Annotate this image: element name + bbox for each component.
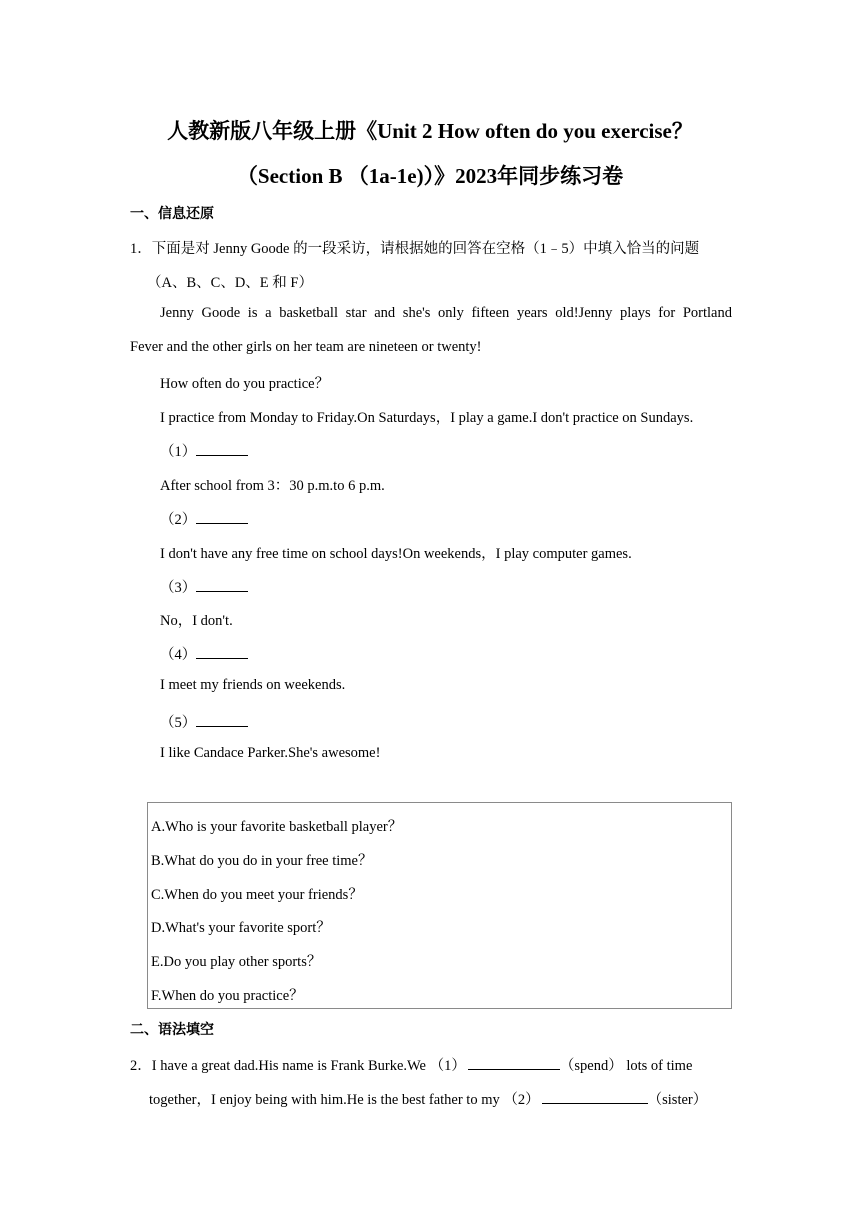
q1-blank-1[interactable] [160,440,248,461]
q2-line-1-hint: （spend） lots of time [559,1058,693,1074]
option-f: F.When do you practice？ [151,988,304,1004]
answer-blank-line[interactable] [468,1055,560,1070]
q2-line-2-text: together，I enjoy being with him.He is the best father to my （2） [149,1092,540,1108]
blank-number: （5） [160,715,197,731]
answer-blank-line[interactable] [196,441,248,456]
option-a: A.Who is your favorite basketball player？ [151,819,403,835]
section-heading-1: 一、信息还原 [130,207,214,222]
page-title-line-1: 人教新版八年级上册《Unit 2 How often do you exercise？ [167,119,693,143]
q1-blank-5[interactable] [160,711,248,732]
option-c: C.When do you meet your friends？ [151,887,363,903]
answer-blank-line[interactable] [196,712,248,727]
answer-blank-line[interactable] [542,1089,648,1104]
options-box [147,802,732,1009]
q1-answer-5: I like Candace Parker.She's awesome! [160,745,381,761]
q1-answer-3: No，I don't. [160,613,233,629]
page-title-line-2: （Section B （1a-1e)）》2023年同步练习卷 [236,164,624,188]
q1-stem-line-1: 1．下面是对 Jenny Goode 的一段采访，请根据她的回答在空格（1﹣5）中填入恰当的问题 [130,241,700,257]
q1-answer-0: I practice from Monday to Friday.On Saturdays，I play a game.I don't practice on Sundays. [160,410,694,426]
q2-line-1-text: 2．I have a great dad.His name is Frank Burke.We （1） [130,1058,466,1074]
q2-line-2-hint: （sister） [647,1092,708,1108]
answer-blank-line[interactable] [196,644,248,659]
q1-answer-4: I meet my friends on weekends. [160,677,346,693]
option-e: E.Do you play other sports？ [151,954,322,970]
blank-number: （1） [160,444,197,460]
answer-blank-line[interactable] [196,509,248,524]
blank-number: （4） [160,647,197,663]
option-b: B.What do you do in your free time？ [151,853,373,869]
q1-stem-line-2: （A、B、C、D、E 和 F） [147,275,313,291]
q1-answer-2: I don't have any free time on school days!On weekends，I play computer games. [160,546,632,562]
q1-blank-4[interactable] [160,643,248,664]
q2-line-2 [149,1088,707,1109]
q1-intro-line-1: Jenny Goode is a basketball star and she's only fifteen years old!Jenny plays for Portland [160,305,732,321]
blank-number: （2） [160,512,197,528]
blank-number: （3） [160,580,197,596]
q1-answer-1: After school from 3：30 p.m.to 6 p.m. [160,478,385,494]
q1-blank-3[interactable] [160,576,248,597]
q1-blank-2[interactable] [160,508,248,529]
q2-line-1 [130,1054,692,1075]
q1-intro-line-2: Fever and the other girls on her team are nineteen or twenty! [130,339,482,355]
q1-question-0: How often do you practice？ [160,376,330,392]
option-d: D.What's your favorite sport？ [151,920,331,936]
section-heading-2: 二、语法填空 [130,1023,214,1038]
answer-blank-line[interactable] [196,577,248,592]
